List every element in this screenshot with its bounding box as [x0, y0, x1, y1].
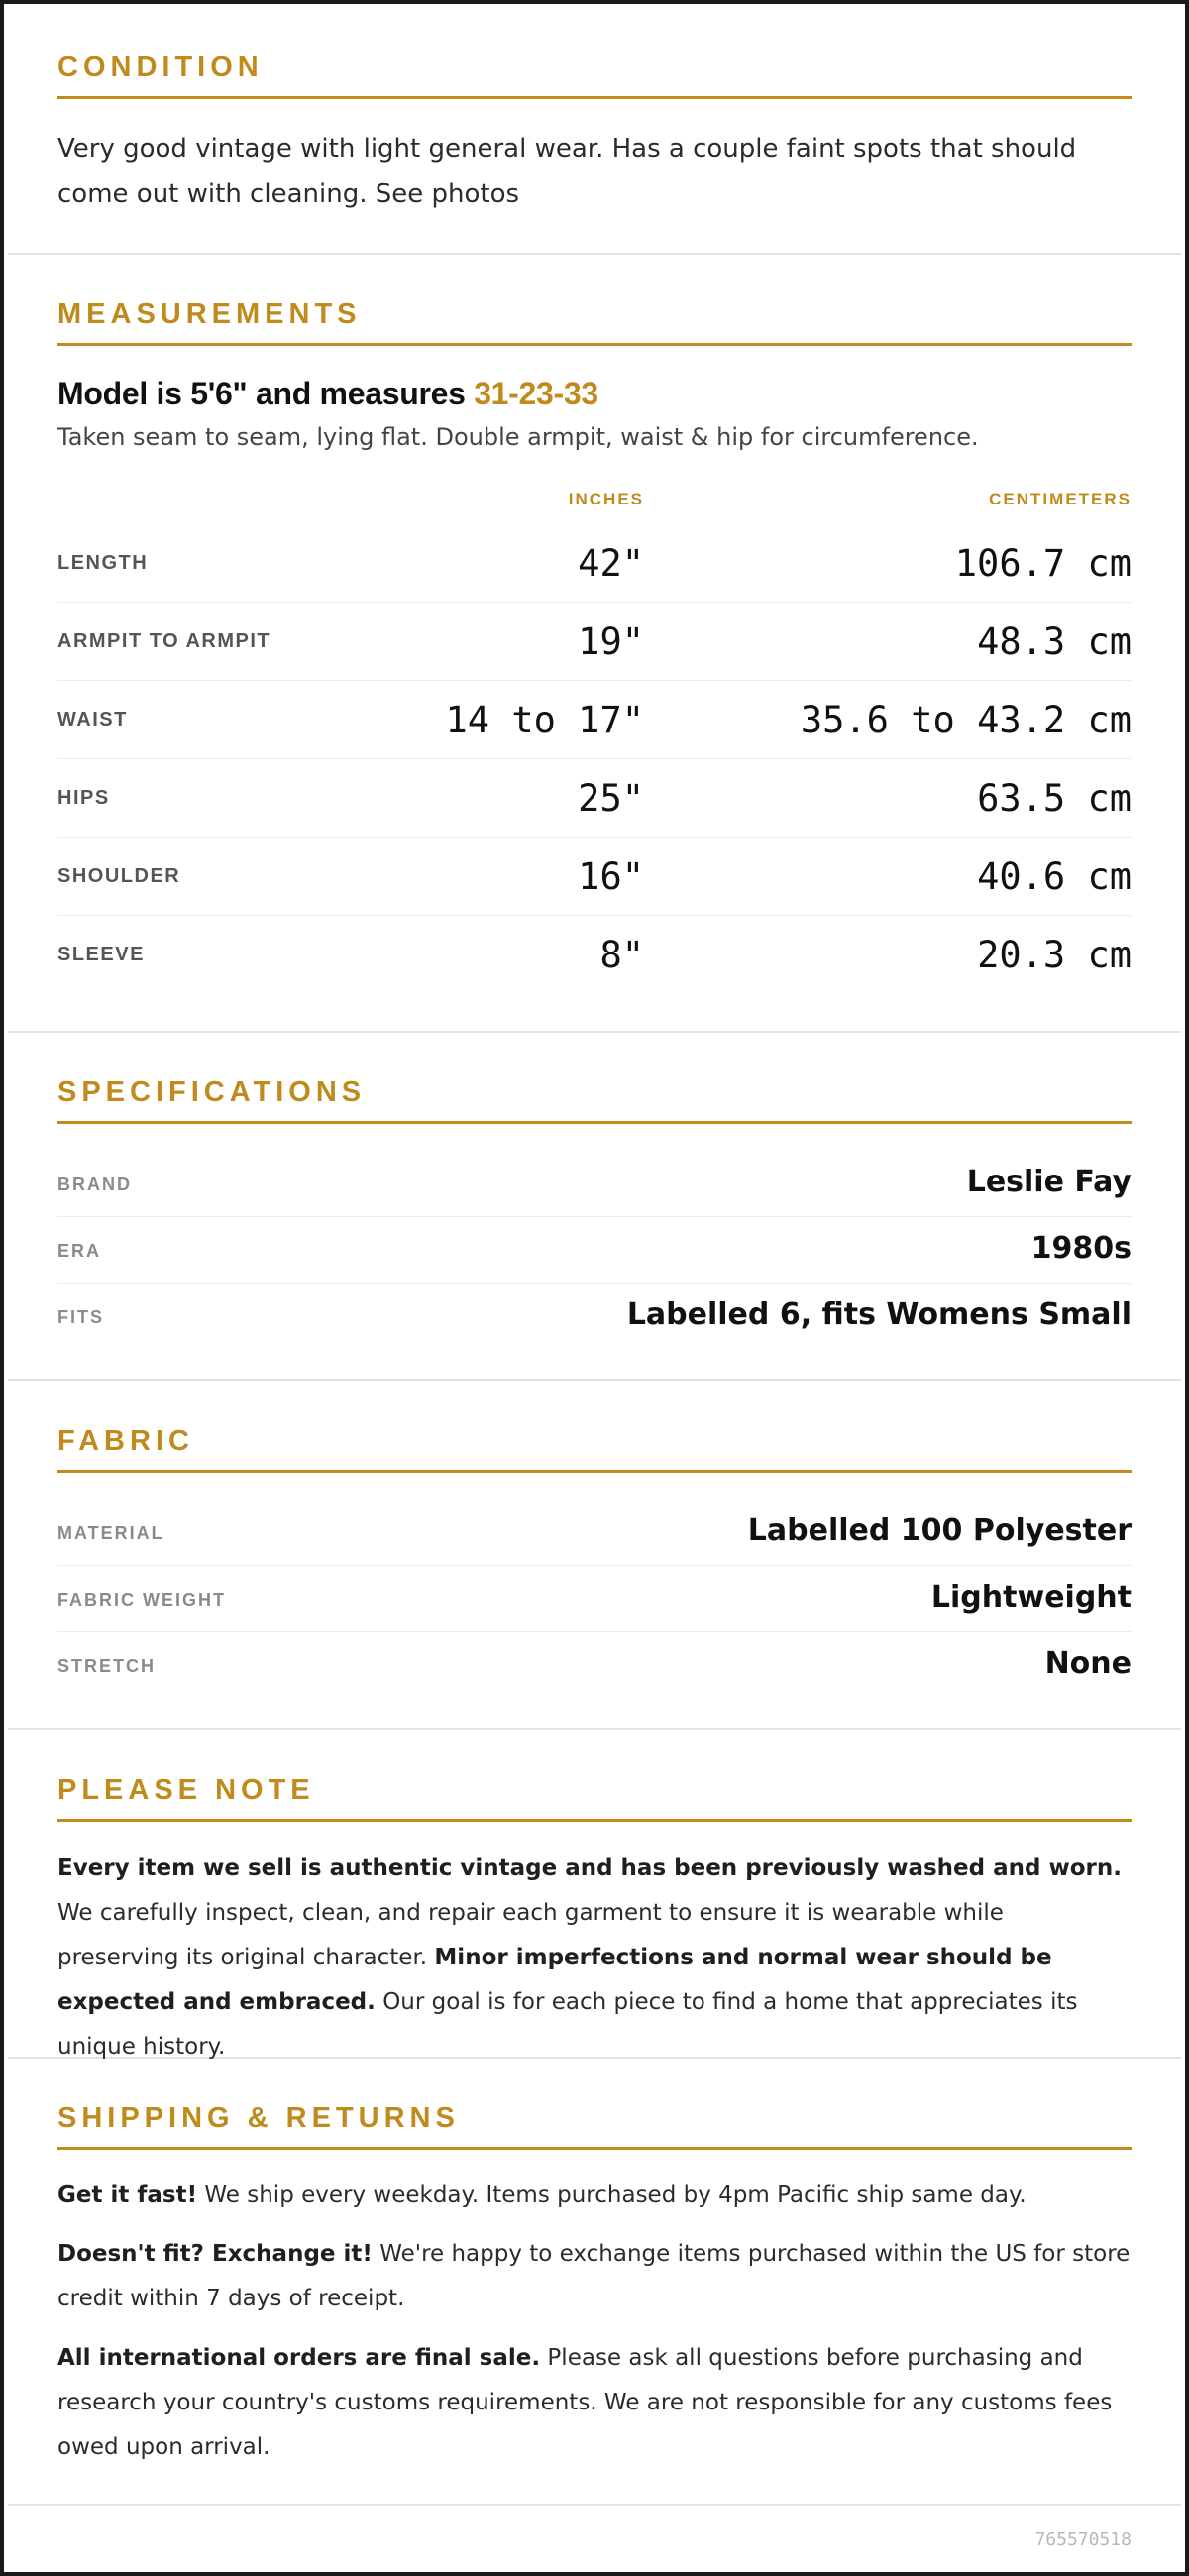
please-note-section	[8, 1730, 1181, 2059]
measurement-row-sleeve	[57, 916, 1132, 994]
measurements-heading: MEASUREMENTS	[57, 300, 1132, 346]
measurement-inches: 42"	[578, 542, 644, 585]
fabric-row-weight	[57, 1566, 1132, 1632]
column-header-inches: INCHES	[568, 490, 644, 508]
shipping-paragraph-1	[57, 2174, 1132, 2218]
spec-row-fits	[57, 1284, 1132, 1350]
fabric-label: STRETCH	[57, 1656, 156, 1676]
measurement-cm: 20.3 cm	[977, 934, 1132, 976]
spec-label: ERA	[57, 1241, 102, 1261]
shipping-paragraph-2	[57, 2232, 1132, 2321]
measurement-inches: 19"	[578, 620, 644, 663]
shipping-heading: SHIPPING & RETURNS	[57, 2104, 1132, 2150]
model-measures: 31-23-33	[474, 376, 598, 411]
measurement-row-waist	[57, 681, 1132, 759]
measurement-row-hips	[57, 759, 1132, 838]
measurement-inches: 14 to 17"	[445, 699, 644, 741]
shipping-text-2: We're happy to exchange items purchased within the US for store credit within 7 days of receipt.	[57, 2241, 1131, 2311]
spec-row-brand	[57, 1151, 1132, 1217]
specifications-section	[8, 1033, 1181, 1381]
note-bold-1: Every item we sell is authentic vintage and has been previously washed and worn.	[57, 1855, 1122, 1881]
shipping-section	[8, 2059, 1181, 2506]
note-bold-2: Minor imperfections and normal wear should be expected and embraced.	[57, 1945, 1052, 2015]
shipping-paragraph-3	[57, 2336, 1132, 2470]
measurement-cm: 63.5 cm	[977, 777, 1132, 820]
fabric-section	[8, 1381, 1181, 1730]
measurement-cm: 48.3 cm	[977, 620, 1132, 663]
measurement-row-armpit	[57, 603, 1132, 681]
measurement-label: SHOULDER	[57, 865, 181, 887]
measurement-inches: 8"	[599, 934, 644, 976]
spec-value: 1980s	[1030, 1231, 1132, 1266]
model-info	[57, 376, 598, 412]
measurement-inches: 16"	[578, 855, 644, 898]
please-note-heading: PLEASE NOTE	[57, 1776, 1132, 1822]
product-id: 765570518	[1034, 2529, 1132, 2550]
measurement-label: WAIST	[57, 709, 128, 730]
condition-heading: CONDITION	[57, 54, 1132, 99]
measurement-cm: 40.6 cm	[977, 855, 1132, 898]
shipping-text-1: We ship every weekday. Items purchased by 4pm Pacific ship same day.	[197, 2183, 1027, 2208]
measurement-row-shoulder	[57, 838, 1132, 916]
measurements-subtitle: Taken seam to seam, lying flat. Double armpit, waist & hip for circumference.	[57, 423, 979, 451]
fabric-label: FABRIC WEIGHT	[57, 1590, 226, 1610]
measurement-label: LENGTH	[57, 552, 149, 574]
column-header-centimeters: CENTIMETERS	[989, 490, 1132, 508]
note-text-2: Our goal is for each piece to find a home that appreciates its unique history.	[57, 1989, 1078, 2060]
condition-section	[8, 4, 1181, 255]
spec-label: BRAND	[57, 1175, 132, 1194]
fabric-label: MATERIAL	[57, 1523, 164, 1543]
shipping-text-3: Please ask all questions before purchasing and research your country's customs requirements. We are not responsible for any customs fees owed upon arrival.	[57, 2345, 1113, 2460]
fabric-row-stretch	[57, 1632, 1132, 1699]
measurement-cm: 35.6 to 43.2 cm	[800, 699, 1132, 741]
shipping-bold-3: All international orders are final sale.	[57, 2345, 541, 2371]
spec-label: FITS	[57, 1307, 104, 1327]
shipping-bold-2: Doesn't fit? Exchange it!	[57, 2241, 373, 2267]
specifications-heading: SPECIFICATIONS	[57, 1078, 1132, 1124]
condition-text: Very good vintage with light general wear. Has a couple faint spots that should come out with cleaning. See photos	[57, 134, 1077, 209]
fabric-value: Lightweight	[930, 1580, 1132, 1615]
fabric-row-material	[57, 1500, 1132, 1566]
spec-value: Labelled 6, fits Womens Small	[626, 1297, 1132, 1332]
measurement-row-length	[57, 524, 1132, 603]
measurement-cm: 106.7 cm	[954, 542, 1132, 585]
fabric-value: Labelled 100 Polyester	[747, 1513, 1132, 1548]
measurement-inches: 25"	[578, 777, 644, 820]
measurement-label: SLEEVE	[57, 944, 145, 965]
model-prefix: Model is 5'6" and measures	[57, 376, 475, 411]
fabric-heading: FABRIC	[57, 1427, 1132, 1473]
note-text-1: We carefully inspect, clean, and repair each garment to ensure it is wearable while preserving its original character.	[57, 1900, 1004, 1970]
please-note-text	[57, 1847, 1132, 2070]
spec-row-era	[57, 1217, 1132, 1284]
shipping-bold-1: Get it fast!	[57, 2183, 198, 2208]
measurements-section	[8, 255, 1181, 1033]
measurement-label: HIPS	[57, 787, 110, 809]
fabric-value: None	[1044, 1646, 1132, 1681]
spec-value: Leslie Fay	[966, 1165, 1132, 1199]
measurement-label: ARMPIT TO ARMPIT	[57, 630, 271, 652]
